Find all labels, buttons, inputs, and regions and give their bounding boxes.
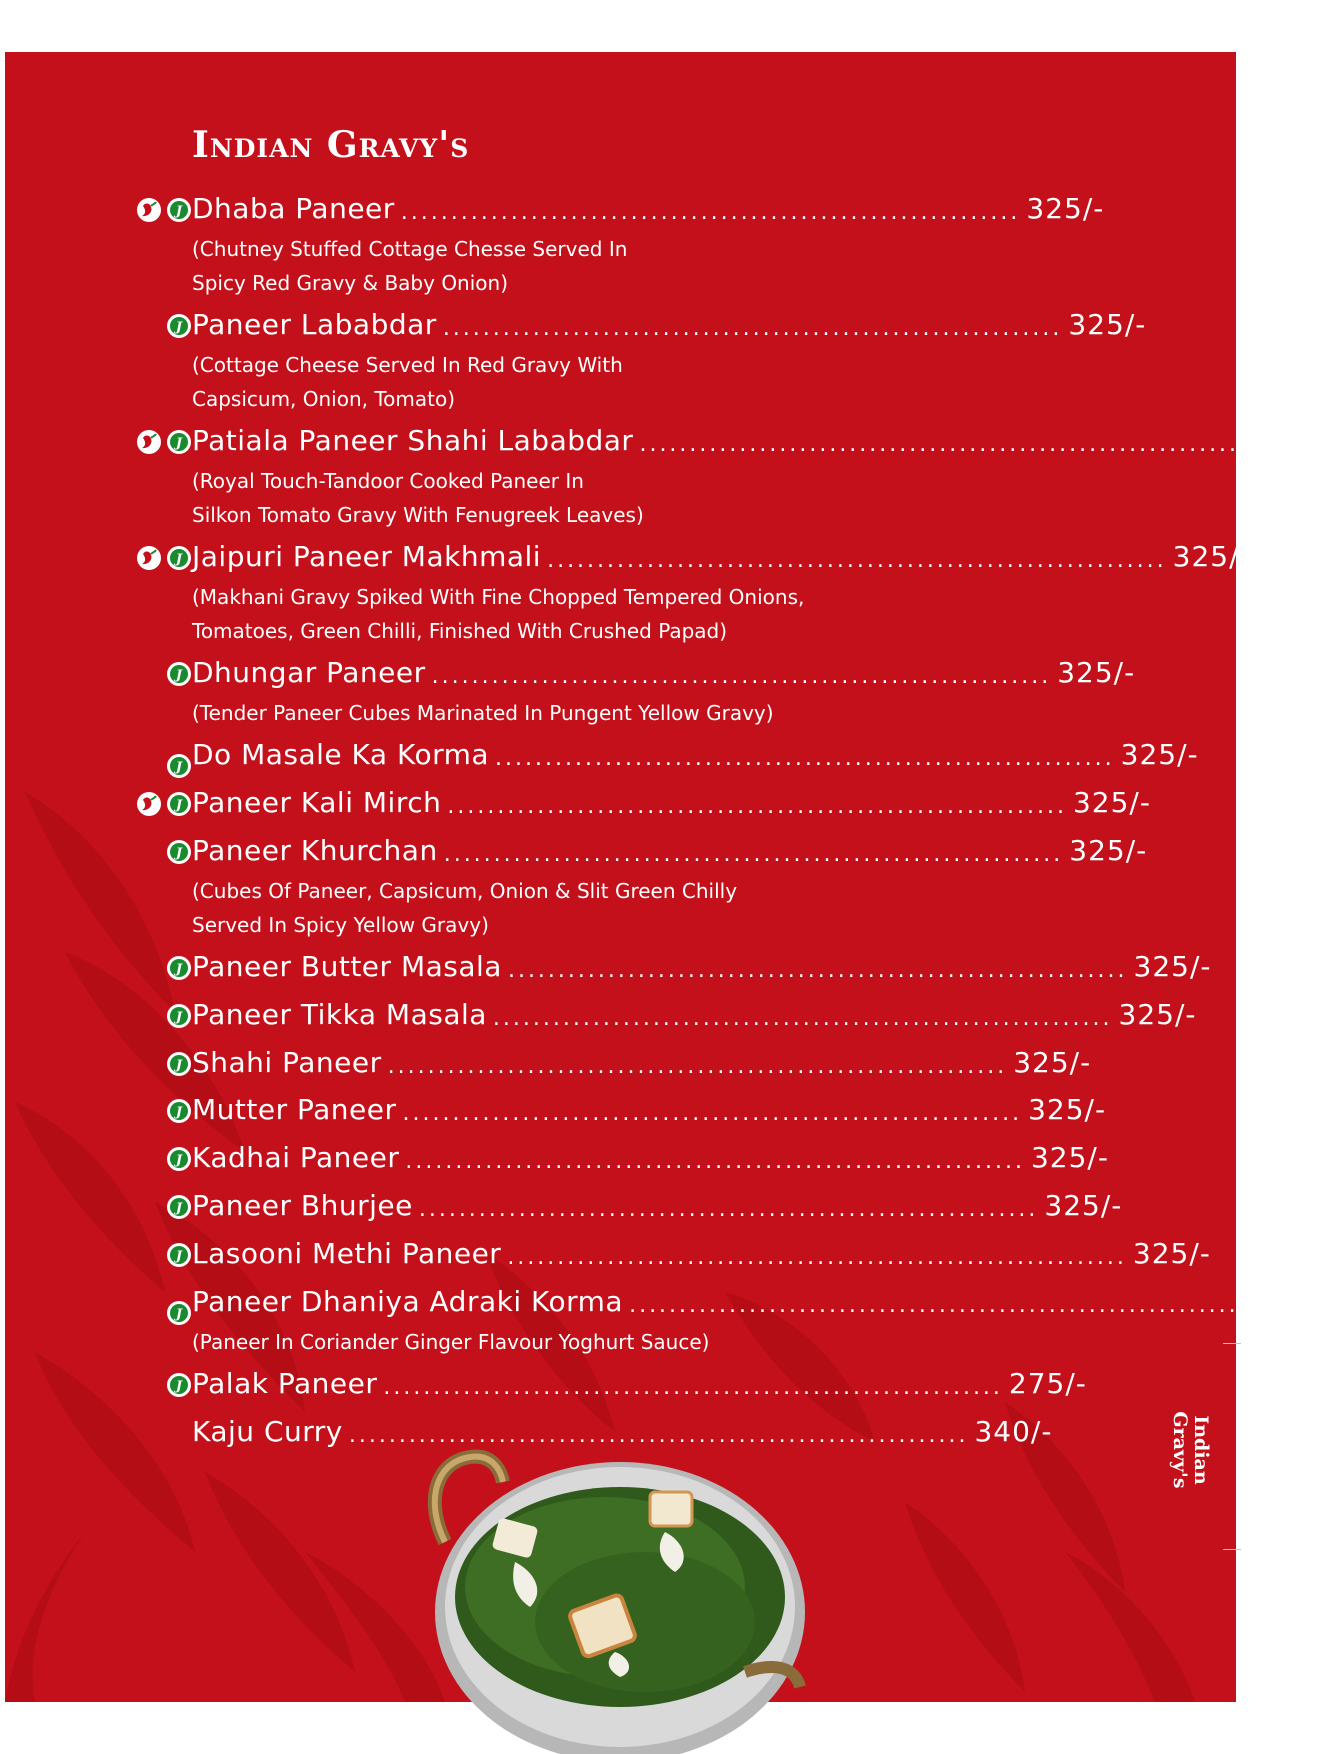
item-description: (Royal Touch-Tandoor Cooked Paneer In Silkon Tomato Gravy With Fenugreek Leaves)	[192, 469, 644, 527]
item-description: (Tender Paneer Cubes Marinated In Pungent Yellow Gravy)	[192, 701, 774, 725]
item-price: 325/-	[1265, 424, 1343, 457]
jain-icon	[167, 792, 191, 816]
jain-icon	[167, 1052, 191, 1076]
jain-icon	[167, 662, 191, 686]
leader-dots: ..............................................................	[495, 746, 1115, 771]
svg-text:J: J	[175, 436, 183, 451]
leader-dots: ..............................................................	[639, 432, 1260, 457]
item-name: Lasooni Methi Paneer	[192, 1237, 502, 1270]
item-name: Paneer Lababdar	[192, 308, 437, 341]
jain-icon	[167, 956, 191, 980]
svg-text:J: J	[175, 668, 183, 683]
svg-text:J: J	[175, 1105, 183, 1120]
side-tab-label: Indian Gravy's	[1169, 1411, 1212, 1489]
item-price: 325/-	[1132, 1237, 1211, 1270]
jain-icon	[167, 1147, 191, 1171]
item-price: 325/-	[1068, 308, 1147, 341]
leader-dots: ..............................................................	[387, 1054, 1008, 1079]
item-name: Paneer Dhaniya Adraki Korma	[192, 1285, 624, 1318]
leader-dots: ..............................................................	[507, 1245, 1127, 1270]
jain-icon	[167, 198, 191, 222]
jain-icon	[167, 1004, 191, 1028]
item-description: (Makhani Gravy Spiked With Fine Chopped Tempered Onions, Tomatoes, Green Chilli, Finished With Crushed Papad)	[192, 585, 805, 643]
item-name: Paneer Butter Masala	[192, 950, 502, 983]
leader-dots: ..............................................................	[418, 1197, 1039, 1222]
svg-text:J: J	[175, 1058, 183, 1073]
jain-icon	[167, 1099, 191, 1123]
item-name: Paneer Tikka Masala	[192, 998, 487, 1031]
leader-dots: ..............................................................	[547, 548, 1167, 573]
item-price: 325/-	[1133, 950, 1212, 983]
leader-dots: ..............................................................	[507, 958, 1128, 983]
item-name: Shahi Paneer	[192, 1046, 382, 1079]
svg-text:J: J	[175, 1379, 183, 1394]
item-price: 325/-	[1118, 998, 1197, 1031]
item-price: 340/-	[974, 1415, 1053, 1448]
svg-text:J: J	[175, 846, 183, 861]
item-price: 325/-	[1013, 1046, 1092, 1079]
item-price: 325/-	[1030, 1141, 1109, 1174]
item-name: Paneer Kali Mirch	[192, 786, 442, 819]
leader-dots: ..............................................................	[447, 794, 1067, 819]
svg-text:J: J	[175, 962, 183, 977]
jain-icon	[167, 1301, 191, 1325]
leader-dots: ..............................................................	[629, 1293, 1249, 1318]
jain-icon	[167, 754, 191, 778]
svg-text:J: J	[175, 1307, 183, 1322]
item-description: (Chutney Stuffed Cottage Chesse Served In Spicy Red Gravy & Baby Onion)	[192, 237, 628, 295]
item-name: Palak Paneer	[192, 1367, 378, 1400]
section-title: Indian Gravy's	[192, 124, 470, 166]
item-price: 325/-	[1072, 786, 1151, 819]
item-price: 325/-	[1044, 1189, 1123, 1222]
palak-paneer-kadhai-image	[415, 1422, 845, 1702]
item-name: Dhungar Paneer	[192, 656, 426, 689]
item-price: 325/-	[1172, 540, 1251, 573]
item-price: 275/-	[1008, 1367, 1087, 1400]
leader-dots: ..............................................................	[443, 842, 1064, 867]
item-price: 325/-	[1120, 738, 1199, 771]
chili-icon	[137, 792, 161, 816]
item-name: Paneer Khurchan	[192, 834, 438, 867]
svg-text:J: J	[175, 1201, 183, 1216]
jain-icon	[167, 840, 191, 864]
item-price: 325/-	[1026, 192, 1105, 225]
chili-icon	[137, 546, 161, 570]
svg-text:J: J	[175, 1249, 183, 1264]
item-price: 325/-	[1057, 656, 1136, 689]
leader-dots: ..............................................................	[431, 664, 1052, 689]
item-name: Dhaba Paneer	[192, 192, 395, 225]
item-description: (Paneer In Coriander Ginger Flavour Yoghurt Sauce)	[192, 1330, 710, 1354]
item-name: Mutter Paneer	[192, 1093, 397, 1126]
item-name: Kadhai Paneer	[192, 1141, 400, 1174]
leader-dots: ..............................................................	[400, 200, 1021, 225]
jain-icon	[167, 1243, 191, 1267]
leader-dots: ..............................................................	[402, 1101, 1023, 1126]
side-tab-divider	[1223, 1343, 1241, 1550]
leader-dots: ..............................................................	[405, 1149, 1025, 1174]
svg-text:J: J	[175, 204, 183, 219]
item-price: 325/-	[1069, 834, 1148, 867]
item-name: Patiala Paneer Shahi Lababdar	[192, 424, 634, 457]
item-price: 325/-	[1028, 1093, 1107, 1126]
menu-page	[5, 52, 1343, 1702]
svg-text:J: J	[175, 320, 183, 335]
leader-dots: ..............................................................	[492, 1006, 1113, 1031]
jain-icon	[167, 1373, 191, 1397]
item-name: Jaipuri Paneer Makhmali	[192, 540, 542, 573]
svg-text:J: J	[175, 552, 183, 567]
item-description: (Cubes Of Paneer, Capsicum, Onion & Slit Green Chilly Served In Spicy Yellow Gravy)	[192, 879, 738, 937]
svg-text:J: J	[175, 798, 183, 813]
item-name: Paneer Bhurjee	[192, 1189, 413, 1222]
chili-icon	[137, 198, 161, 222]
item-description: (Cottage Cheese Served In Red Gravy With Capsicum, Onion, Tomato)	[192, 353, 623, 411]
item-name: Kaju Curry	[192, 1415, 343, 1448]
leader-dots: ..............................................................	[442, 316, 1063, 341]
item-name: Do Masale Ka Korma	[192, 738, 490, 771]
jain-icon	[167, 314, 191, 338]
leader-dots: ..............................................................	[348, 1423, 969, 1448]
jain-icon	[167, 546, 191, 570]
jain-icon	[167, 430, 191, 454]
svg-text:J: J	[175, 1153, 183, 1168]
item-price: 325/-	[1254, 1285, 1333, 1318]
jain-icon	[167, 1195, 191, 1219]
chili-icon	[137, 430, 161, 454]
svg-text:J: J	[175, 1010, 183, 1025]
svg-text:J: J	[175, 760, 183, 775]
leader-dots: ..............................................................	[383, 1375, 1003, 1400]
